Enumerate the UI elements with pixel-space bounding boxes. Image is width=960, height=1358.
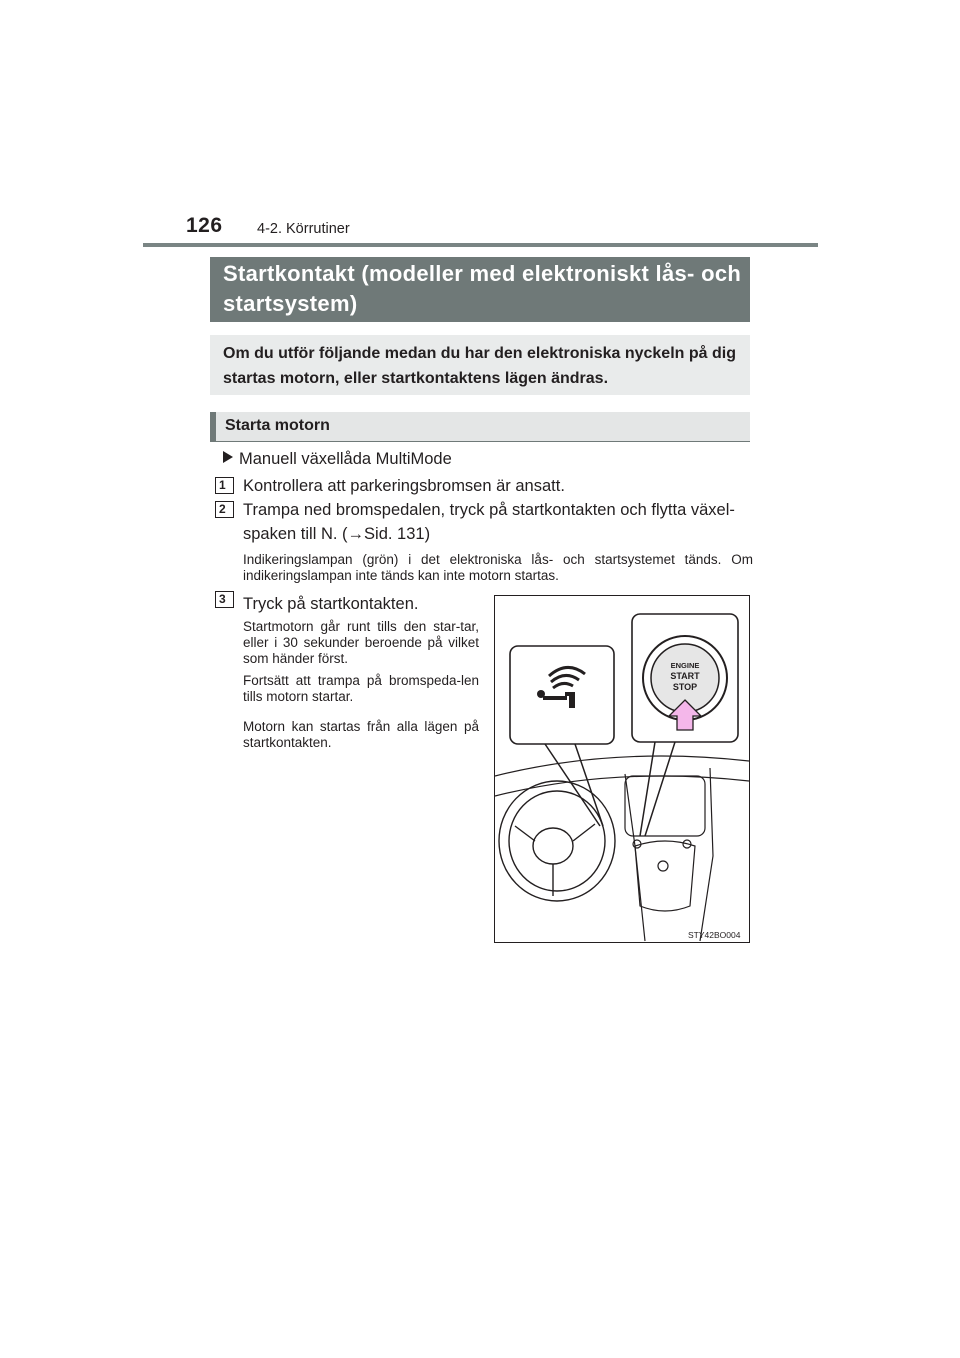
bullet-item bbox=[223, 447, 452, 471]
button-label-line: STOP bbox=[672, 682, 698, 692]
dashboard bbox=[625, 776, 705, 911]
step-3-text: Tryck på startkontakten. bbox=[243, 595, 419, 613]
bullet-triangle-icon bbox=[223, 451, 233, 463]
header-rule bbox=[143, 243, 818, 247]
subheading-rule bbox=[210, 441, 750, 442]
step-3-note: Fortsätt att trampa på bromspeda-len tills motorn startar. bbox=[243, 673, 479, 704]
figure-svg bbox=[495, 596, 749, 942]
page-title: Startkontakt (modeller med elektroniskt lås- och startsystem) bbox=[210, 257, 750, 322]
step-number-1: 1 bbox=[215, 477, 234, 494]
figure-illustration bbox=[494, 595, 750, 943]
button-label-line: START bbox=[670, 671, 700, 681]
subheading: Starta motorn bbox=[210, 412, 750, 441]
step-3-note: Motorn kan startas från alla lägen på startkontakten. bbox=[243, 719, 479, 750]
bullet-label: Manuell växellåda MultiMode bbox=[239, 450, 452, 468]
figure-code: STY42BO004 bbox=[688, 930, 741, 940]
intro-text: Om du utför följande medan du har den elektroniska nyckeln på dig startas motorn, eller startkontaktens lägen ändras. bbox=[210, 335, 750, 395]
steering-wheel bbox=[499, 781, 615, 901]
step-2-text: Trampa ned bromspedalen, tryck på startkontakten och flytta växel-spaken till N. (→Sid. 131) bbox=[243, 501, 735, 543]
step-number-3: 3 bbox=[215, 591, 234, 608]
step-1-text: Kontrollera att parkeringsbromsen är ansatt. bbox=[243, 477, 565, 495]
section-label: 4-2. Körrutiner bbox=[257, 221, 350, 237]
page-number: 126 bbox=[186, 214, 223, 237]
start-button-callout bbox=[632, 614, 738, 836]
step-number-2: 2 bbox=[215, 501, 234, 518]
step-2-note: Indikeringslampan (grön) i det elektroniska lås- och startsystemet tänds. Om indikeringslampan inte tänds kan inte motorn startas. bbox=[243, 552, 753, 583]
step-3-note: Startmotorn går runt tills den star-tar, eller i 30 sekunder beroende på vilket som händer först. bbox=[243, 619, 479, 666]
button-label-line: ENGINE bbox=[670, 661, 700, 670]
